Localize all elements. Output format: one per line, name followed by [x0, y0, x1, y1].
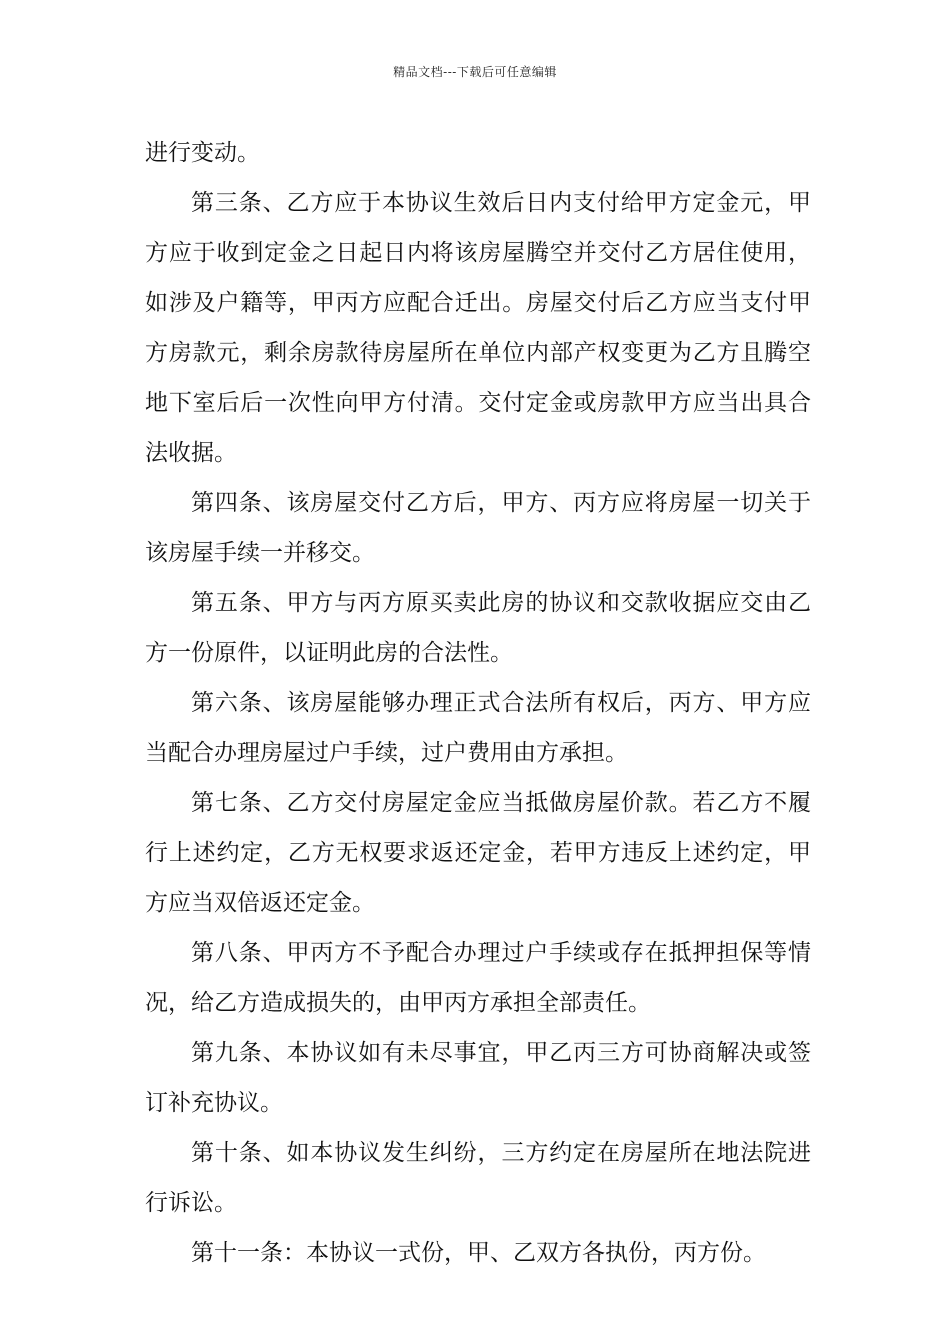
paragraph-article-10: 第十条、如本协议发生纠纷，三方约定在房屋所在地法院进行诉讼。 [145, 1140, 811, 1216]
page-header: 精品文档---下载后可任意编辑 [393, 65, 557, 79]
paragraph-article-8: 第八条、甲丙方不予配合办理过户手续或存在抵押担保等情况，给乙方造成损失的，由甲丙方承担全部责任。 [145, 940, 811, 1016]
paragraph-article-11: 第十一条：本协议一式份，甲、乙双方各执份，丙方份。 [191, 1240, 766, 1266]
paragraph-continuation: 进行变动。 [145, 140, 260, 166]
document-body [145, 128, 811, 1278]
paragraph-article-3: 第三条、乙方应于本协议生效后日内支付给甲方定金元，甲方应于收到定金之日起日内将该房屋腾空并交付乙方居住使用，如涉及户籍等，甲丙方应配合迁出。房屋交付后乙方应当支付甲方房款元，剩余房款待房屋所在单位内部产权变更为乙方且腾空地下室后后一次性向甲方付清。交付定金或房款甲方应当出具合法收据。 [145, 190, 811, 466]
paragraph-article-7: 第七条、乙方交付房屋定金应当抵做房屋价款。若乙方不履行上述约定，乙方无权要求返还定金，若甲方违反上述约定，甲方应当双倍返还定金。 [145, 790, 811, 916]
paragraph-article-5: 第五条、甲方与丙方原买卖此房的协议和交款收据应交由乙方一份原件，以证明此房的合法性。 [145, 590, 811, 666]
paragraph-article-9: 第九条、本协议如有未尽事宜，甲乙丙三方可协商解决或签订补充协议。 [145, 1040, 811, 1116]
paragraph-article-4: 第四条、该房屋交付乙方后，甲方、丙方应将房屋一切关于该房屋手续一并移交。 [145, 490, 811, 566]
paragraph-article-6: 第六条、该房屋能够办理正式合法所有权后，丙方、甲方应当配合办理房屋过户手续，过户费用由方承担。 [145, 690, 811, 766]
